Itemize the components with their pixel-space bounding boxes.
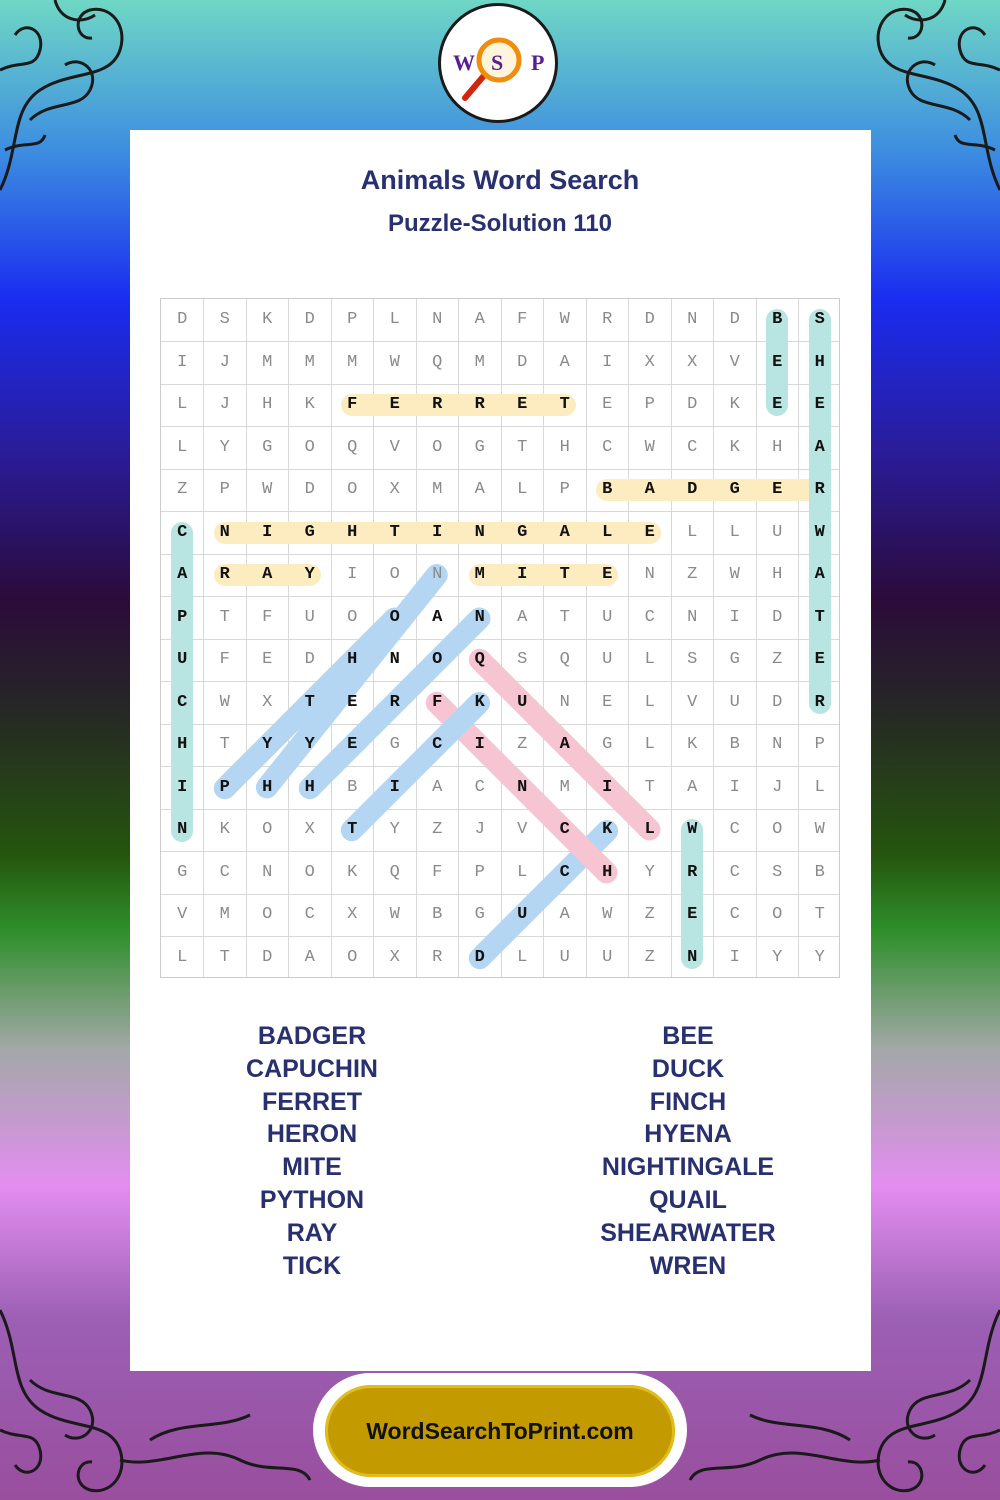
grid-cell[interactable]: N	[687, 607, 698, 627]
grid-cell[interactable]: N	[772, 735, 783, 754]
grid-cell[interactable]: T	[559, 565, 570, 584]
grid-cell[interactable]: O	[389, 565, 400, 584]
grid-cell[interactable]: A	[814, 565, 825, 584]
grid-cell[interactable]: X	[347, 905, 358, 924]
logo-letter-s: S	[491, 50, 504, 75]
grid-cell[interactable]: C	[644, 607, 655, 627]
grid-cell[interactable]: A	[559, 735, 570, 754]
grid-cell[interactable]: D	[687, 395, 698, 414]
grid-cell[interactable]: A	[432, 777, 443, 797]
grid-cell[interactable]: T	[389, 522, 400, 542]
grid-cell[interactable]: G	[602, 735, 613, 754]
grid-cell[interactable]: S	[772, 862, 783, 882]
grid-cell[interactable]: X	[389, 947, 400, 967]
grid-cell[interactable]: T	[559, 607, 570, 627]
grid-cell[interactable]: C	[219, 862, 230, 882]
grid-cell[interactable]: U	[772, 522, 783, 542]
grid-cell[interactable]: H	[347, 522, 358, 542]
grid-cell[interactable]: D	[474, 947, 485, 967]
grid-cell[interactable]: E	[602, 565, 613, 584]
word-search-grid	[160, 298, 840, 978]
grid-cell[interactable]: D	[304, 650, 315, 669]
grid-cell[interactable]: O	[432, 437, 443, 457]
logo-letter-w: W	[453, 50, 475, 75]
grid-cell[interactable]: O	[389, 607, 400, 627]
grid-cell[interactable]: J	[772, 777, 783, 797]
grid-cell[interactable]: G	[729, 650, 740, 669]
grid-cell[interactable]: Y	[644, 862, 655, 882]
grid-cell[interactable]: A	[432, 607, 443, 627]
word-item: QUAIL	[649, 1185, 727, 1214]
grid-cell[interactable]: N	[389, 650, 400, 669]
grid-cell[interactable]: A	[474, 310, 485, 329]
grid-cell[interactable]: P	[177, 607, 188, 627]
grid-cell[interactable]: A	[559, 352, 570, 372]
word-item: PYTHON	[259, 1185, 365, 1214]
grid-cell[interactable]: A	[644, 480, 655, 499]
grid-cell[interactable]: F	[432, 862, 443, 882]
grid-cell[interactable]: G	[262, 437, 273, 457]
grid-cell[interactable]: Y	[389, 820, 400, 839]
grid-cell[interactable]: Q	[389, 862, 400, 882]
grid-cell[interactable]: B	[602, 480, 613, 499]
grid-cell[interactable]: R	[814, 480, 825, 499]
grid-cell[interactable]: L	[389, 310, 400, 329]
grid-cell[interactable]: B	[432, 905, 443, 924]
grid-cell[interactable]: O	[347, 947, 358, 967]
grid-cell[interactable]: E	[347, 692, 358, 712]
logo-letter-p: P	[531, 50, 545, 75]
grid-cell[interactable]: R	[432, 395, 443, 414]
grid-cell[interactable]: M	[304, 352, 315, 372]
grid-cell[interactable]: R	[474, 395, 485, 414]
grid-cell[interactable]: A	[517, 607, 528, 627]
grid-cell[interactable]: R	[602, 310, 613, 329]
grid-cell[interactable]: K	[729, 395, 740, 414]
word-item: TICK	[282, 1251, 342, 1280]
grid-cell[interactable]: K	[262, 310, 273, 329]
grid-cell[interactable]: T	[814, 905, 825, 924]
grid-cell[interactable]: G	[304, 522, 315, 542]
grid-cell[interactable]: U	[602, 607, 613, 627]
grid-cell[interactable]: C	[729, 862, 740, 882]
grid-cell[interactable]: E	[347, 735, 358, 754]
grid-cell[interactable]: I	[729, 607, 740, 627]
grid-cell[interactable]: A	[559, 522, 570, 542]
grid-cell[interactable]: I	[177, 777, 188, 797]
grid-cell[interactable]: L	[687, 522, 698, 542]
grid-cell[interactable]: O	[347, 480, 358, 499]
grid-cell[interactable]: N	[687, 947, 698, 967]
grid-cell[interactable]: H	[559, 437, 570, 457]
grid-cell[interactable]: D	[304, 310, 315, 329]
grid-cell[interactable]: L	[644, 650, 655, 669]
word-item: BEE	[662, 1022, 714, 1050]
word-list-right	[538, 1020, 838, 1282]
grid-cell[interactable]: Z	[517, 735, 528, 754]
grid-cell[interactable]: B	[347, 777, 358, 797]
word-item: FINCH	[649, 1087, 727, 1116]
grid-cell[interactable]: S	[687, 650, 698, 669]
grid-cell[interactable]: W	[729, 565, 740, 584]
grid-cell[interactable]: O	[304, 437, 315, 457]
grid-cell[interactable]: T	[559, 395, 570, 414]
grid-cell[interactable]: M	[559, 777, 570, 797]
grid-cell[interactable]: K	[347, 862, 358, 882]
grid-cell[interactable]: Y	[304, 565, 315, 584]
grid-cell[interactable]: C	[177, 522, 188, 542]
grid-cell[interactable]: F	[347, 395, 358, 414]
grid-cell[interactable]: Z	[644, 905, 655, 924]
grid-cell[interactable]: D	[177, 310, 188, 329]
grid-cell[interactable]: X	[644, 352, 655, 372]
grid-cell[interactable]: C	[729, 905, 740, 924]
grid-cell[interactable]: U	[517, 905, 528, 924]
grid-cell[interactable]: E	[602, 395, 613, 414]
grid-cell[interactable]: Z	[432, 820, 443, 839]
grid-cell[interactable]: G	[474, 905, 485, 924]
grid-cell[interactable]: W	[602, 905, 613, 924]
site-logo[interactable]	[438, 3, 558, 123]
grid-cell[interactable]: T	[304, 692, 315, 712]
grid-cell[interactable]: O	[262, 820, 273, 839]
grid-cell[interactable]: V	[177, 905, 188, 924]
grid-cell[interactable]: G	[729, 480, 740, 499]
grid-cell[interactable]: Q	[347, 437, 358, 457]
grid-cell[interactable]: P	[559, 480, 570, 499]
word-item: DUCK	[651, 1054, 725, 1083]
grid-cell[interactable]: W	[219, 692, 230, 712]
grid-cell[interactable]: I	[347, 565, 358, 584]
grid-cell[interactable]: V	[729, 352, 740, 372]
grid-cell[interactable]: R	[219, 565, 230, 584]
grid-cell[interactable]: A	[559, 905, 570, 924]
word-item: HERON	[266, 1120, 358, 1149]
grid-cell[interactable]: R	[687, 862, 698, 882]
grid-cell[interactable]: X	[304, 820, 315, 839]
grid-cell[interactable]: I	[432, 522, 443, 542]
grid-cell[interactable]: I	[262, 522, 273, 542]
grid-cell[interactable]: C	[304, 905, 315, 924]
grid-cell[interactable]: B	[729, 735, 740, 754]
grid-cell[interactable]: M	[432, 480, 443, 499]
grid-cell[interactable]: I	[602, 777, 613, 797]
grid-cell[interactable]: I	[729, 777, 740, 797]
grid-cell[interactable]: K	[602, 820, 613, 839]
grid-cell[interactable]: C	[177, 692, 188, 712]
grid-cell[interactable]: L	[814, 777, 825, 797]
grid-cell[interactable]: O	[262, 905, 273, 924]
page-title: Animals Word Search	[360, 165, 640, 195]
grid-cell[interactable]: P	[219, 480, 230, 499]
grid-cell[interactable]: U	[559, 947, 570, 967]
grid-cell[interactable]: N	[262, 862, 273, 882]
grid-cell[interactable]: J	[474, 820, 485, 839]
grid-cell[interactable]: C	[602, 437, 613, 457]
grid-cell[interactable]: H	[814, 352, 825, 372]
grid-cell[interactable]: X	[389, 480, 400, 499]
grid-cell[interactable]: W	[559, 310, 570, 329]
grid-cell[interactable]: J	[219, 395, 230, 414]
grid-cell[interactable]: N	[474, 607, 485, 627]
word-item: RAY	[286, 1218, 338, 1247]
grid-cell[interactable]: V	[389, 437, 400, 457]
grid-cell[interactable]: V	[517, 820, 528, 839]
grid-cell[interactable]: A	[177, 565, 188, 584]
site-link-button[interactable]: WordSearchToPrint.com	[325, 1385, 675, 1477]
grid-cell[interactable]: C	[559, 862, 570, 882]
grid-cell[interactable]: N	[517, 777, 528, 797]
grid-cell[interactable]: N	[432, 310, 443, 329]
grid-cell[interactable]: A	[474, 480, 485, 499]
grid-cell[interactable]: H	[262, 395, 273, 414]
word-item: FERRET	[262, 1087, 362, 1116]
grid-cell[interactable]: L	[644, 735, 655, 754]
grid-cell[interactable]: T	[517, 437, 528, 457]
grid-cell[interactable]: T	[644, 777, 655, 797]
grid-cell[interactable]: X	[262, 692, 273, 712]
grid-cell[interactable]: B	[772, 310, 783, 329]
grid-cell[interactable]: C	[559, 820, 570, 839]
grid-cell[interactable]: D	[517, 352, 528, 372]
grid-cell[interactable]: Y	[814, 947, 825, 967]
grid-cell[interactable]: I	[602, 352, 613, 372]
grid-cell[interactable]: T	[347, 820, 358, 839]
grid-cell[interactable]: A	[687, 777, 698, 797]
grid-cell[interactable]: L	[517, 480, 528, 499]
grid-cell[interactable]: E	[644, 522, 655, 542]
grid-cell[interactable]: V	[687, 692, 698, 712]
grid-cell[interactable]: N	[687, 310, 698, 329]
grid-cell[interactable]: D	[644, 310, 655, 329]
grid-cell[interactable]: U	[177, 650, 188, 669]
grid-cell[interactable]: L	[602, 522, 613, 542]
grid-cell[interactable]: Y	[304, 735, 315, 754]
grid-cell[interactable]: O	[772, 820, 783, 839]
grid-cell[interactable]: E	[814, 650, 825, 669]
grid-cell[interactable]: A	[814, 437, 825, 457]
grid-cell[interactable]: P	[347, 310, 358, 329]
grid-cell[interactable]: E	[262, 650, 273, 669]
grid-cell[interactable]: H	[262, 777, 273, 797]
grid-cell[interactable]: Z	[687, 565, 698, 584]
word-list-left	[162, 1020, 462, 1282]
grid-cell[interactable]: I	[389, 777, 400, 797]
grid-cell[interactable]: U	[602, 947, 613, 967]
grid-cell[interactable]: E	[772, 352, 783, 372]
grid-cell[interactable]: L	[517, 862, 528, 882]
grid-cell[interactable]: E	[602, 692, 613, 712]
grid-cell[interactable]: W	[687, 820, 698, 839]
grid-cell[interactable]: M	[347, 352, 358, 372]
grid-cell[interactable]: Y	[219, 437, 230, 457]
grid-cell[interactable]: E	[389, 395, 400, 414]
grid-cell[interactable]: K	[304, 395, 315, 414]
grid-cell[interactable]: L	[177, 947, 188, 967]
grid-cell[interactable]: W	[389, 352, 400, 372]
grid-cell[interactable]: F	[262, 607, 273, 627]
grid-cell[interactable]: K	[474, 692, 485, 712]
grid-cell[interactable]: D	[304, 480, 315, 499]
grid-cell[interactable]: E	[772, 480, 783, 499]
grid-cell[interactable]: R	[389, 692, 400, 712]
grid-cell[interactable]: O	[347, 607, 358, 627]
grid-cell[interactable]: W	[262, 480, 273, 499]
grid-cell[interactable]: P	[644, 395, 655, 414]
grid-cell[interactable]: F	[432, 692, 443, 712]
page-subtitle: Puzzle-Solution 110	[387, 210, 613, 237]
word-item: MITE	[282, 1153, 342, 1182]
grid-cell[interactable]: L	[644, 820, 655, 839]
grid-cell[interactable]: K	[729, 437, 740, 457]
grid-cell[interactable]: Q	[474, 650, 485, 669]
grid-cell[interactable]: L	[644, 692, 655, 712]
grid-cell[interactable]: W	[644, 437, 655, 457]
grid-cell[interactable]: Z	[644, 947, 655, 967]
grid-cell[interactable]: E	[814, 395, 825, 414]
grid-cell[interactable]: U	[517, 692, 528, 712]
grid-cell[interactable]: L	[729, 522, 740, 542]
grid-cell[interactable]: E	[772, 395, 783, 414]
grid-cell[interactable]: P	[814, 735, 825, 754]
word-item: WREN	[649, 1251, 727, 1280]
grid-cell[interactable]: E	[687, 905, 698, 924]
grid-cell[interactable]: Q	[432, 352, 443, 372]
grid-cell[interactable]: S	[219, 310, 230, 329]
grid-cell[interactable]: J	[219, 352, 230, 372]
grid-cell[interactable]: U	[602, 650, 613, 669]
word-item: BADGER	[257, 1022, 367, 1050]
grid-cell[interactable]: N	[432, 565, 443, 584]
grid-cell[interactable]: C	[687, 437, 698, 457]
grid-cell[interactable]: T	[219, 947, 230, 967]
grid-cell[interactable]: D	[687, 480, 698, 499]
grid-cell[interactable]: N	[644, 565, 655, 584]
grid-cell[interactable]: L	[177, 437, 188, 457]
grid-cell[interactable]: R	[814, 692, 825, 712]
grid-cell[interactable]: F	[219, 650, 230, 669]
grid-cell[interactable]: Z	[772, 650, 783, 669]
grid-cell[interactable]: W	[814, 522, 825, 542]
grid-cell[interactable]: U	[304, 607, 315, 627]
grid-cell[interactable]: B	[814, 862, 825, 882]
grid-cell[interactable]: F	[517, 310, 528, 329]
grid-cell[interactable]: C	[474, 777, 485, 797]
grid-cell[interactable]: H	[602, 862, 613, 882]
grid-cell[interactable]: R	[432, 947, 443, 967]
grid-cell[interactable]: U	[729, 692, 740, 712]
word-item: CAPUCHIN	[246, 1054, 378, 1083]
grid-cell[interactable]: I	[517, 565, 528, 584]
grid-cell[interactable]: M	[219, 905, 230, 924]
grid-cell[interactable]: Y	[772, 947, 783, 967]
grid-cell[interactable]: C	[729, 820, 740, 839]
grid-cell[interactable]: Q	[559, 650, 570, 669]
grid-cell[interactable]: S	[814, 310, 825, 329]
grid-cell[interactable]: N	[219, 522, 230, 542]
grid-cell[interactable]: W	[389, 905, 400, 924]
grid-cell[interactable]: O	[772, 905, 783, 924]
grid-cell[interactable]: H	[772, 437, 783, 457]
grid-cell[interactable]: S	[517, 650, 528, 669]
grid-cell[interactable]: X	[687, 352, 698, 372]
grid-cell[interactable]: T	[219, 607, 230, 627]
grid-cell[interactable]: N	[559, 692, 570, 712]
grid-cell[interactable]: W	[814, 820, 825, 839]
word-item: SHEARWATER	[600, 1218, 776, 1247]
word-item: NIGHTINGALE	[601, 1153, 775, 1182]
grid-cell[interactable]: P	[219, 777, 230, 797]
grid-cell[interactable]: D	[772, 692, 783, 712]
grid-cell[interactable]: I	[729, 947, 740, 967]
grid-cell[interactable]: O	[304, 862, 315, 882]
grid-cell[interactable]: M	[262, 352, 273, 372]
grid-cell[interactable]: A	[262, 565, 273, 584]
grid-cell[interactable]: N	[177, 820, 188, 839]
grid-cell[interactable]: M	[474, 565, 485, 584]
grid-cell[interactable]: G	[517, 522, 528, 542]
grid-cell[interactable]: I	[474, 735, 485, 754]
grid-cell[interactable]: Z	[177, 480, 188, 499]
grid-cell[interactable]: A	[304, 947, 315, 967]
grid-cell[interactable]: N	[474, 522, 485, 542]
grid-cell[interactable]: L	[177, 395, 188, 414]
word-item: HYENA	[644, 1120, 732, 1149]
grid-cell[interactable]: K	[219, 820, 230, 839]
grid-cell[interactable]: G	[177, 862, 188, 882]
grid-cell[interactable]: D	[262, 947, 273, 967]
grid-cell[interactable]: H	[772, 565, 783, 584]
grid-cell[interactable]: I	[177, 352, 188, 372]
grid-cell[interactable]: M	[474, 352, 485, 372]
grid-cell[interactable]: P	[474, 862, 485, 882]
grid-cell[interactable]: C	[432, 735, 443, 754]
grid-cell[interactable]: D	[772, 607, 783, 627]
grid-cell[interactable]: K	[687, 735, 698, 754]
grid-cell[interactable]: H	[304, 777, 315, 797]
grid-cell[interactable]: H	[177, 735, 188, 754]
grid-cell[interactable]: Y	[262, 735, 273, 754]
grid-cell[interactable]: H	[347, 650, 358, 669]
grid-cell[interactable]: G	[474, 437, 485, 457]
grid-cell[interactable]: O	[432, 650, 443, 669]
grid-cell[interactable]: T	[814, 607, 825, 627]
grid-cell[interactable]: T	[219, 735, 230, 754]
grid-cell[interactable]: E	[517, 395, 528, 414]
grid-cell[interactable]: G	[389, 735, 400, 754]
grid-cell[interactable]: D	[729, 310, 740, 329]
grid-cell[interactable]: L	[517, 947, 528, 967]
